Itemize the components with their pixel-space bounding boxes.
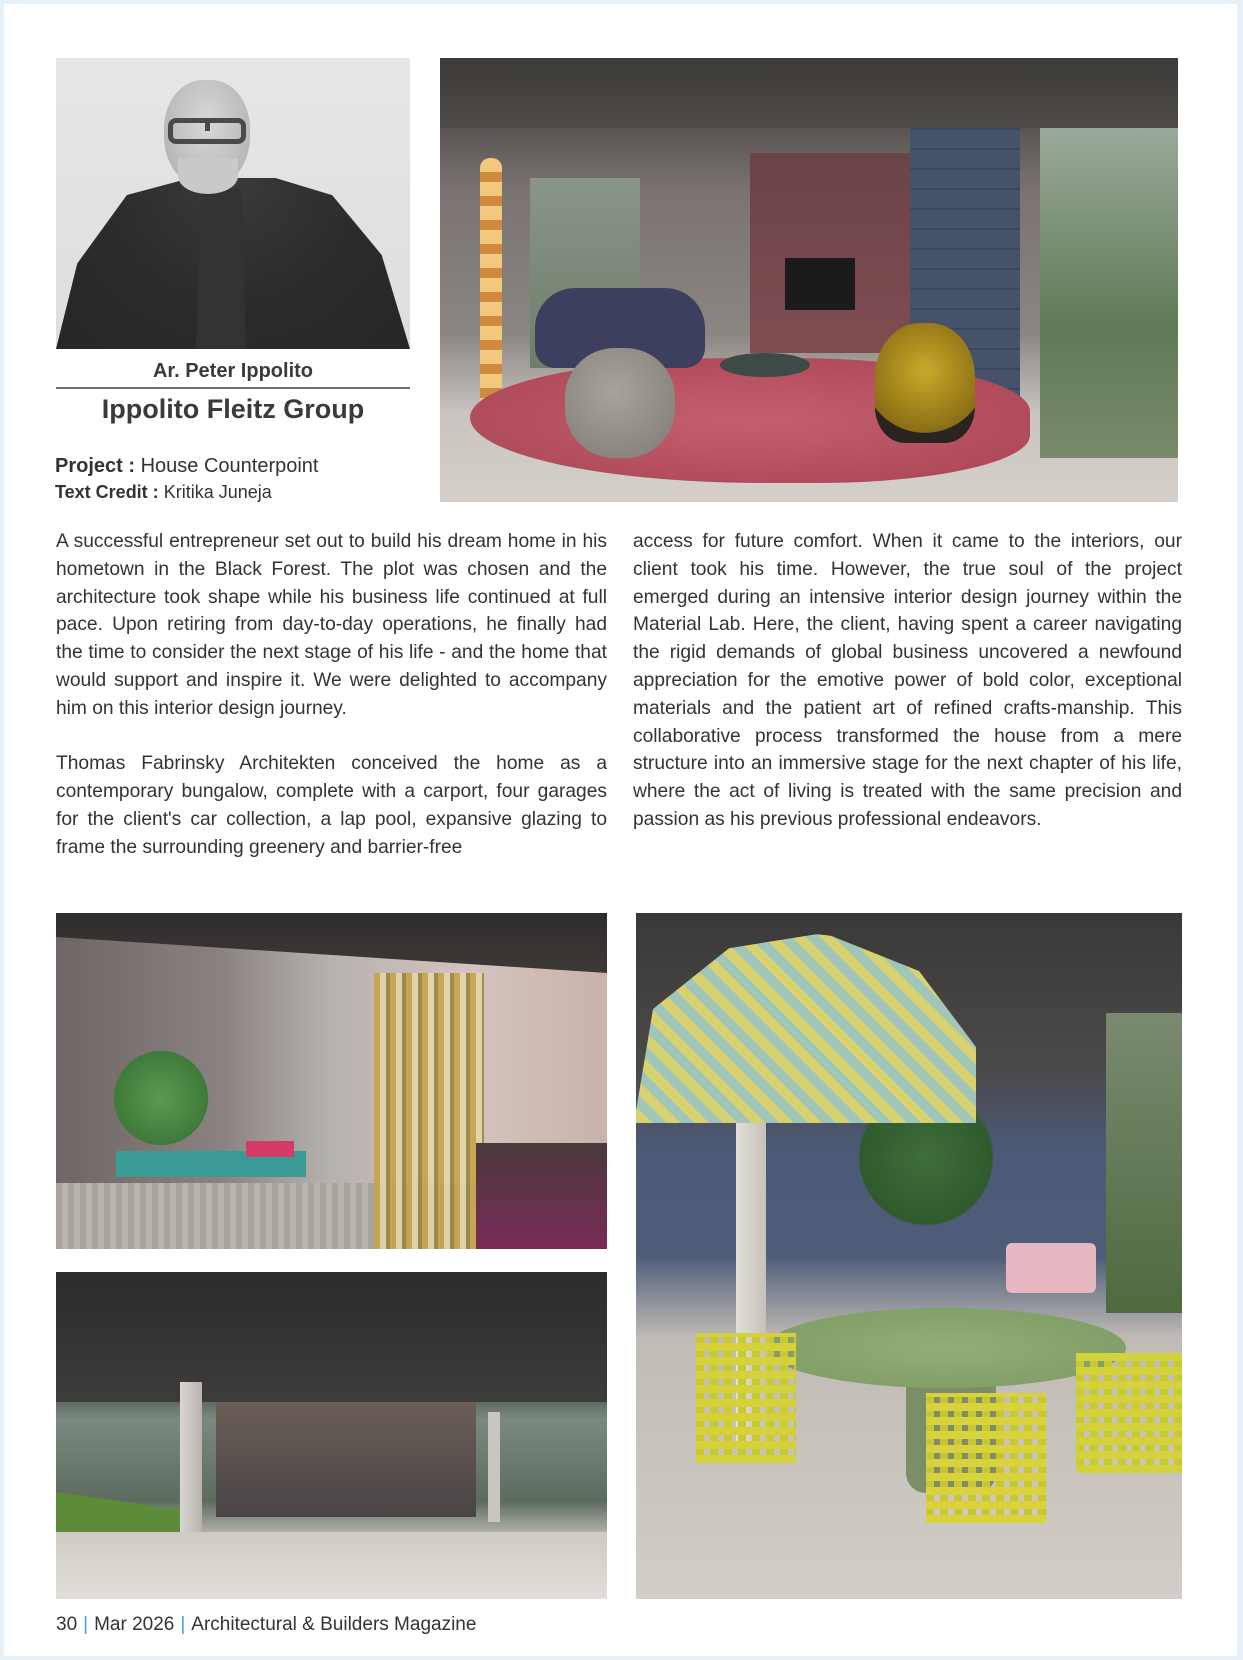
dining-area — [476, 1143, 607, 1249]
paragraph: A successful entrepreneur set out to build his dream home in his hometown in the Black Forest. The plot was chosen and the architecture took shape while his business life continued at full pace. Upon retiring from day-to-day operations, he finally had the time to consider the next stage of his life - and the home that would support and inspire it. We were delighted to accompany him on this interior design journey. — [56, 531, 607, 719]
column — [180, 1382, 202, 1532]
garden-window — [1106, 1013, 1182, 1313]
terrace-floor — [56, 1532, 607, 1599]
issue-date: Mar 2026 — [94, 1614, 175, 1635]
yellow-chair — [696, 1333, 796, 1463]
name-divider — [56, 387, 410, 389]
column — [488, 1412, 500, 1522]
coffee-table — [720, 353, 810, 377]
green-round-table — [766, 1308, 1126, 1388]
portrait-glasses — [168, 118, 246, 144]
yellow-lounge-chair — [875, 323, 975, 443]
portrait-shirt — [196, 188, 246, 349]
footer-separator: | — [83, 1614, 89, 1635]
firm-name: Ippolito Fleitz Group — [101, 394, 365, 424]
credit-label: Text Credit : — [55, 482, 159, 502]
window-right — [1040, 128, 1178, 458]
pink-daybed — [1006, 1243, 1096, 1293]
project-value: House Counterpoint — [140, 455, 319, 477]
publication-name: Architectural & Builders Magazine — [191, 1614, 477, 1635]
footer-separator: | — [180, 1614, 186, 1635]
page-number: 30 — [56, 1614, 78, 1635]
canopy-ceiling — [56, 1272, 607, 1402]
terrace-dining-photo — [636, 913, 1182, 1599]
credit-value: Kritika Juneja — [163, 482, 272, 502]
red-wall-panel — [750, 153, 910, 353]
yellow-chair — [1076, 1353, 1182, 1473]
page-footer — [56, 1614, 476, 1636]
floor-lamp — [480, 158, 502, 408]
architect-portrait-photo — [56, 58, 410, 349]
glass-partition — [374, 973, 484, 1249]
project-label: Project : — [55, 455, 136, 477]
magazine-page — [4, 4, 1237, 1656]
exterior-photo — [56, 1272, 607, 1599]
project-line — [55, 455, 318, 478]
portrait-beard — [178, 158, 238, 194]
paragraph: access for future comfort. When it came to the interiors, our client took his time. However, the true soul of the project emerged during an intensive interior design journey within the Material Lab. Here, the client, having spent a career navigating the rigid demands of global business uncovered a newfound appreciation for the emotive power of bold color, exceptional materials and the patient art of refined crafts-manship. This collaborative process transformed the house from a mere structure into an immersive stage for the next chapter of his life, where the act of living is treated with the same precision and passion as his previous professional endeavors. — [633, 531, 1182, 830]
text-credit-line — [55, 482, 272, 503]
paragraph: Thomas Fabrinsky Architekten conceived the home as a contemporary bungalow, complete with a carport, four garages for the client's car collection, a lap pool, expansive glazing to frame the surrounding greenery and barrier-free — [56, 753, 607, 858]
flower-arrangement — [106, 1043, 216, 1153]
yellow-chair — [926, 1393, 1046, 1523]
corridor-photo — [56, 913, 607, 1249]
ceiling — [56, 913, 607, 973]
ceiling — [440, 58, 1178, 128]
article-column-left — [56, 528, 607, 889]
article-column-right — [633, 528, 1182, 862]
glazed-interior — [216, 1402, 476, 1517]
architect-name: Ar. Peter Ippolito — [152, 360, 314, 382]
pink-bench — [246, 1141, 294, 1157]
grey-armchair — [565, 348, 675, 458]
living-room-photo — [440, 58, 1178, 502]
television — [785, 258, 855, 310]
